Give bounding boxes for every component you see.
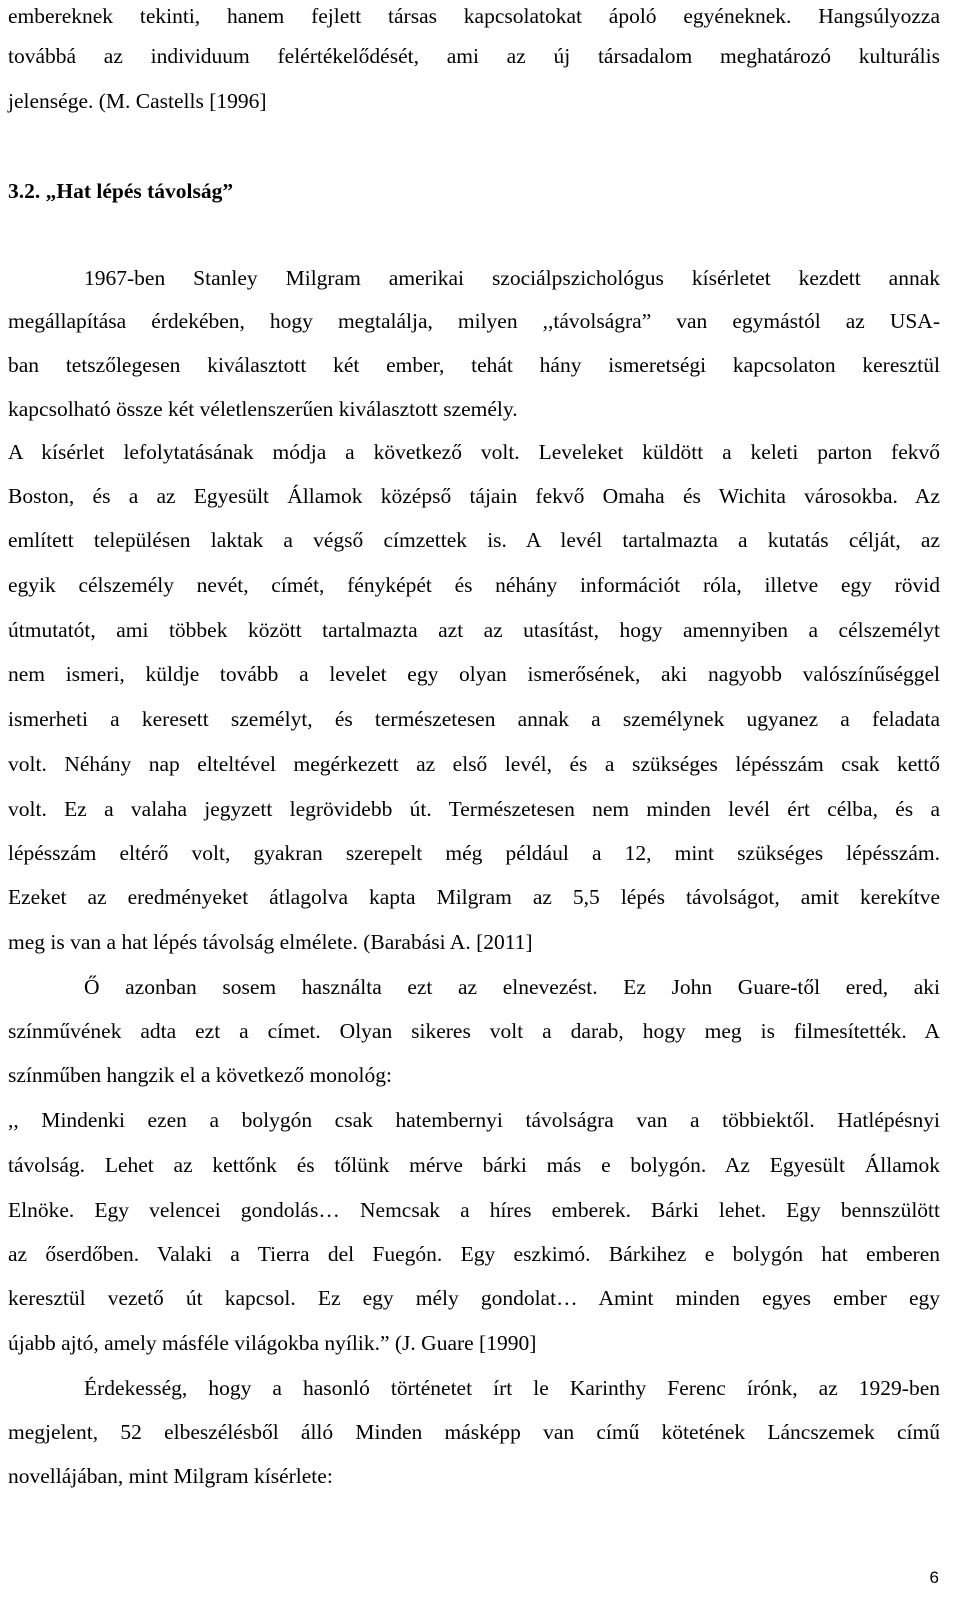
text-line: volt. Néhány nap elteltével megérkezett az első levél, és a szükséges lépésszám csak kettő	[8, 752, 940, 776]
text-line: egyik célszemély nevét, címét, fényképét és néhány információt róla, illetve egy rövid	[8, 573, 940, 597]
text-line: nem ismeri, küldje tovább a levelet egy olyan ismerősének, aki nagyobb valószínűséggel	[8, 662, 940, 686]
text-line: Ezeket az eredményeket átlagolva kapta Milgram az 5,5 lépés távolságot, amit kerekítve	[8, 885, 940, 909]
text-line: megállapítása érdekében, hogy megtalálja, milyen ,,távolságra” van egymástól az USA-	[8, 309, 940, 333]
text-line: Ő azonban sosem használta ezt az elnevezést. Ez John Guare-től ered, aki	[84, 975, 940, 999]
page-number: 6	[929, 1568, 939, 1587]
text-line: színművének adta ezt a címet. Olyan sikeres volt a darab, hogy meg is filmesítették. A	[8, 1019, 940, 1043]
text-line: lépésszám eltérő volt, gyakran szerepelt még például a 12, mint szükséges lépésszám.	[8, 841, 940, 865]
quote-line: az őserdőben. Valaki a Tierra del Fuegón. Egy eszkimó. Bárkihez e bolygón hat emberen	[8, 1242, 940, 1266]
text-line: kapcsolható össze két véletlenszerűen kiválasztott személy.	[8, 397, 518, 421]
text-line: volt. Ez a valaha jegyzett legrövidebb út. Természetesen nem minden levél ért célba, és a	[8, 797, 940, 821]
text-line: megjelent, 52 elbeszélésből álló Minden másképp van című kötetének Láncszemek című	[8, 1420, 940, 1444]
quote-line: újabb ajtó, amely másféle világokba nyílik.” (J. Guare [1990]	[8, 1331, 537, 1355]
text-line: ban tetszőlegesen kiválasztott két ember, tehát hány ismeretségi kapcsolaton keresztül	[8, 353, 940, 377]
text-line: embereknek tekinti, hanem fejlett társas kapcsolatokat ápoló egyéneknek. Hangsúlyozza	[8, 4, 940, 28]
text-line: ismerheti a keresett személyt, és természetesen annak a személynek ugyanez a feladata	[8, 707, 940, 731]
text-line: Érdekesség, hogy a hasonló történetet írt le Karinthy Ferenc írónk, az 1929-ben	[84, 1376, 940, 1400]
text-line: színműben hangzik el a következő monológ:	[8, 1063, 392, 1087]
text-line: Boston, és a az Egyesült Államok középső tájain fekvő Omaha és Wichita városokba. Az	[8, 484, 940, 508]
quote-line: ,, Mindenki ezen a bolygón csak hatembernyi távolságra van a többiektől. Hatlépésnyi	[8, 1108, 940, 1132]
text-line: említett településen laktak a végső címzettek is. A levél tartalmazta a kutatás célját, az	[8, 528, 940, 552]
text-line: útmutatót, ami többek között tartalmazta azt az utasítást, hogy amennyiben a célszemélyt	[8, 618, 940, 642]
quote-line: távolság. Lehet az kettőnk és tőlünk mérve bárki más e bolygón. Az Egyesült Államok	[8, 1153, 940, 1177]
quote-line: keresztül vezető út kapcsol. Ez egy mély gondolat… Amint minden egyes ember egy	[8, 1286, 940, 1310]
text-line: továbbá az individuum felértékelődését, ami az új társadalom meghatározó kulturális	[8, 44, 940, 68]
section-heading: 3.2. „Hat lépés távolság”	[8, 179, 234, 203]
text-line: meg is van a hat lépés távolság elmélete. (Barabási A. [2011]	[8, 930, 533, 954]
text-line: A kísérlet lefolytatásának módja a következő volt. Leveleket küldött a keleti parton fekvő	[8, 440, 940, 464]
text-line: novellájában, mint Milgram kísérlete:	[8, 1464, 333, 1488]
quote-line: Elnöke. Egy velencei gondolás… Nemcsak a híres emberek. Bárki lehet. Egy bennszülött	[8, 1198, 940, 1222]
text-line: jelensége. (M. Castells [1996]	[8, 89, 267, 113]
text-line: 1967-ben Stanley Milgram amerikai szociálpszichológus kísérletet kezdett annak	[84, 266, 940, 290]
